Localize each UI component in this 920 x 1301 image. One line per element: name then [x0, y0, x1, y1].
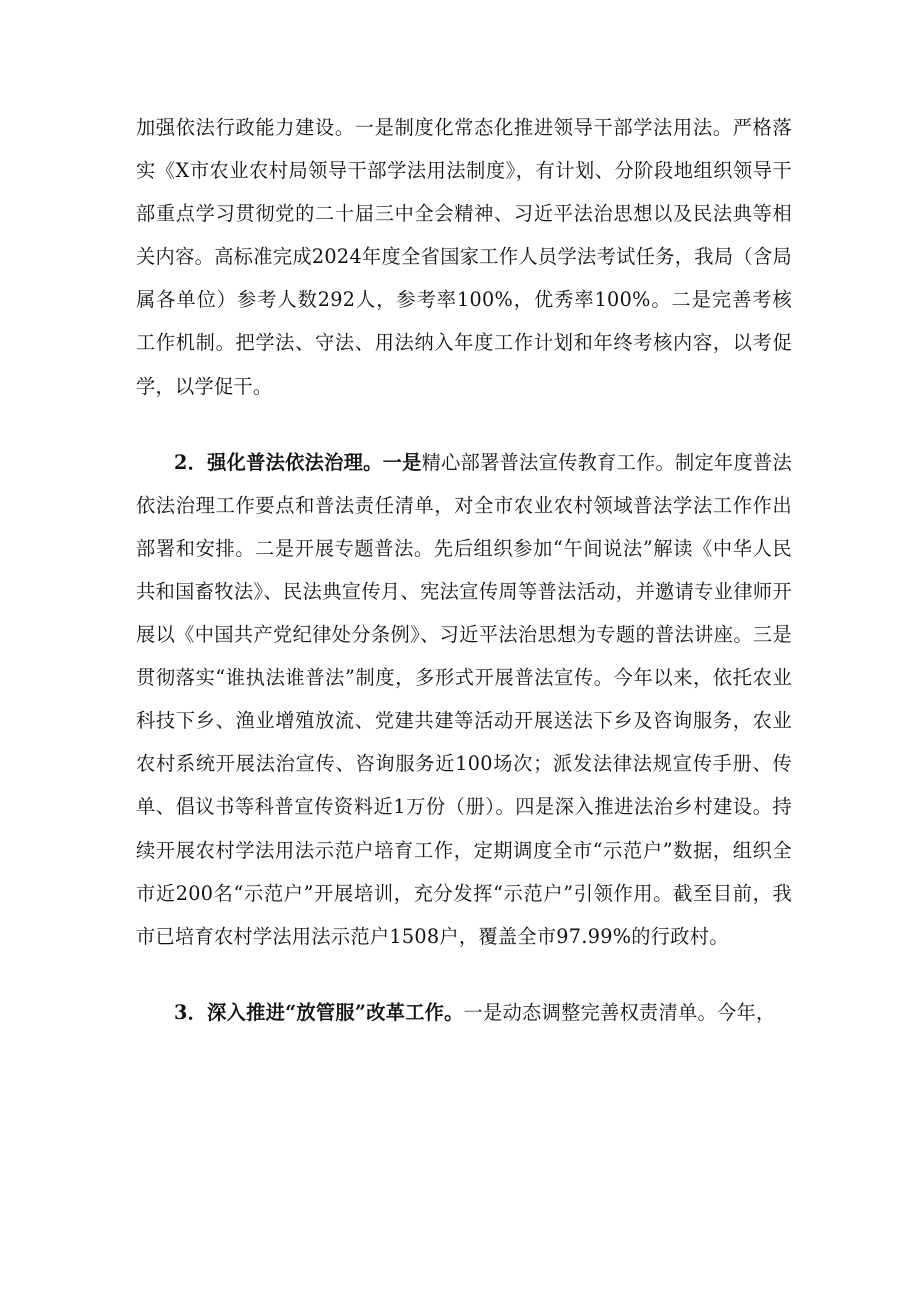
paragraph-text: 一是动态调整完善权责清单。今年， — [463, 1000, 776, 1024]
document-body — [136, 106, 792, 1034]
paragraph-text: 精心部署普法宣传教育工作。制定年度普法依法治理工作要点和普法责任清单，对全市农业农村领域普法学法工作作出部署和安排。二是开展专题普法。先后组织参加“午间说法”解读《中华人民共和国畜牧法》、民法典宣传月、宪法宣传周等普法活动，并邀请专业律师开展以《中国共产党纪律处分条例》、习近平法治思想为专题的普法讲座。三是贯彻落实“谁执法谁普法”制度，多形式开展普法宣传。今年以来，依托农业科技下乡、渔业增殖放流、党建共建等活动开展送法下乡及咨询服务，农业农村系统开展法治宣传、咨询服务近100场次；派发法律法规宣传手册、传单、倡议书等科普宣传资料近1万份（册）。四是深入推进法治乡村建设。持续开展农村学法用法示范户培育工作，定期调度全市“示范户”数据，组织全市近200名“示范户”开展培训，充分发挥“示范户”引领作用。截至目前，我市已培育农村学法用法示范户1508户，覆盖全市97.99%的行政村。 — [136, 450, 792, 948]
section-lead-2: 一是 — [382, 450, 422, 474]
section-heading-2: 2．强化普法依法治理。 — [174, 450, 383, 474]
section-heading-3: 3．深入推进“放管服”改革工作。 — [174, 1000, 464, 1024]
paragraph-reform — [136, 991, 792, 1034]
paragraph-text: 加强依法行政能力建设。一是制度化常态化推进领导干部学法用法。严格落实《X市农业农村局领导干部学法用法制度》，有计划、分阶段地组织领导干部重点学习贯彻党的二十届三中全会精神、习近平法治思想以及民法典等相关内容。高标准完成2024年度全省国家工作人员学法考试任务，我局（含局属各单位）参考人数292人，参考率100%，优秀率100%。二是完善考核工作机制。把学法、守法、用法纳入年度工作计划和年终考核内容，以考促学，以学促干。 — [136, 116, 792, 398]
paragraph-law-popularization — [136, 441, 792, 958]
paragraph-legal-capacity — [136, 106, 792, 408]
